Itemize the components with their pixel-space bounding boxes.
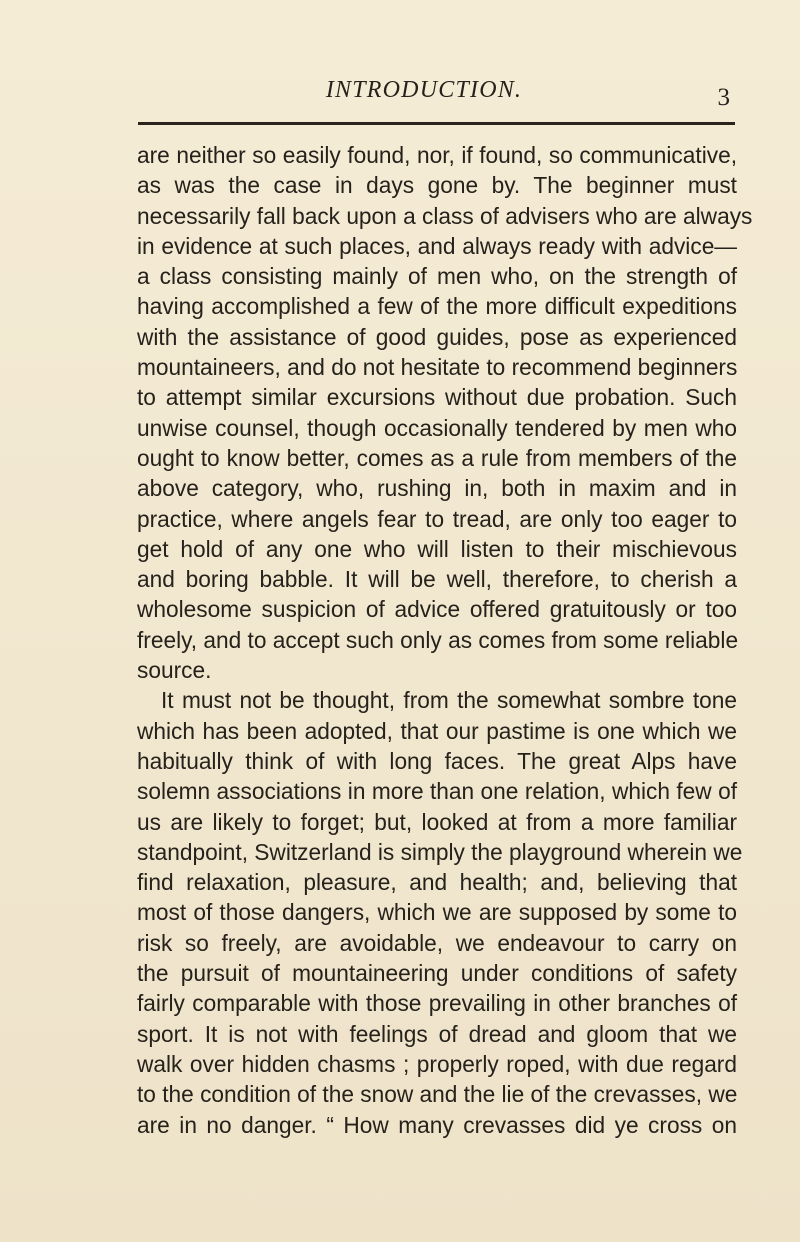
text-line: risk so freely, are avoidable, we endeavour to carry on <box>137 929 737 956</box>
text-line: to attempt similar excursions without due probation. Such <box>137 384 737 411</box>
text-line: find relaxation, pleasure, and health; and, believing that <box>137 869 737 896</box>
text-line: fairly comparable with those prevailing in other branches of <box>137 990 737 1017</box>
text-line: to the condition of the snow and the lie of the crevasses, we <box>137 1081 738 1108</box>
text-line: which has been adopted, that our pastime is one which we <box>137 717 737 744</box>
header-rule <box>138 122 735 125</box>
text-line: the pursuit of mountaineering under conditions of safety <box>137 960 737 987</box>
text-line: most of those dangers, which we are supposed by some to <box>137 899 737 926</box>
text-line: practice, where angels fear to tread, are only too eager to <box>137 505 737 532</box>
text-line: above category, who, rushing in, both in maxim and in <box>137 475 737 502</box>
text-line: and boring babble. It will be well, therefore, to cherish a <box>137 566 737 593</box>
text-line: habitually think of with long faces. The great Alps have <box>137 747 737 774</box>
text-line-paragraph-start: It must not be thought, from the somewhat sombre tone <box>161 687 737 714</box>
text-line: with the assistance of good guides, pose as experienced <box>137 323 737 350</box>
text-line: us are likely to forget; but, looked at from a more familiar <box>137 808 737 835</box>
text-line: unwise counsel, though occasionally tendered by men who <box>137 414 737 441</box>
text-line: necessarily fall back upon a class of advisers who are always <box>137 202 753 229</box>
text-line: freely, and to accept such only as comes from some reliable <box>137 626 739 653</box>
page-number: 3 <box>717 84 730 111</box>
text-line: in evidence at such places, and always ready with advice— <box>137 232 737 259</box>
running-head: INTRODUCTION. <box>325 77 523 103</box>
text-line: solemn associations in more than one relation, which few of <box>137 778 737 805</box>
text-line: get hold of any one who will listen to their mischievous <box>137 535 737 562</box>
text-line: having accomplished a few of the more difficult expeditions <box>137 293 737 320</box>
page-header <box>138 76 738 116</box>
text-line: standpoint, Switzerland is simply the playground wherein we <box>137 838 743 865</box>
text-line-paragraph-end: source. <box>137 657 212 684</box>
text-line: a class consisting mainly of men who, on the strength of <box>137 263 737 290</box>
text-line: are in no danger. “ How many crevasses did ye cross on <box>137 1111 737 1138</box>
text-line: sport. It is not with feelings of dread and gloom that we <box>137 1020 737 1047</box>
text-line: walk over hidden chasms ; properly roped, with due regard <box>137 1050 737 1077</box>
body-text <box>137 140 753 1140</box>
text-line: are neither so easily found, nor, if found, so communicative, <box>137 142 737 168</box>
text-line: as was the case in days gone by. The beginner must <box>137 172 737 199</box>
text-line: ought to know better, comes as a rule from members of the <box>137 444 737 471</box>
text-line: wholesome suspicion of advice offered gratuitously or too <box>137 596 737 623</box>
text-line: mountaineers, and do not hesitate to recommend beginners <box>137 354 738 381</box>
